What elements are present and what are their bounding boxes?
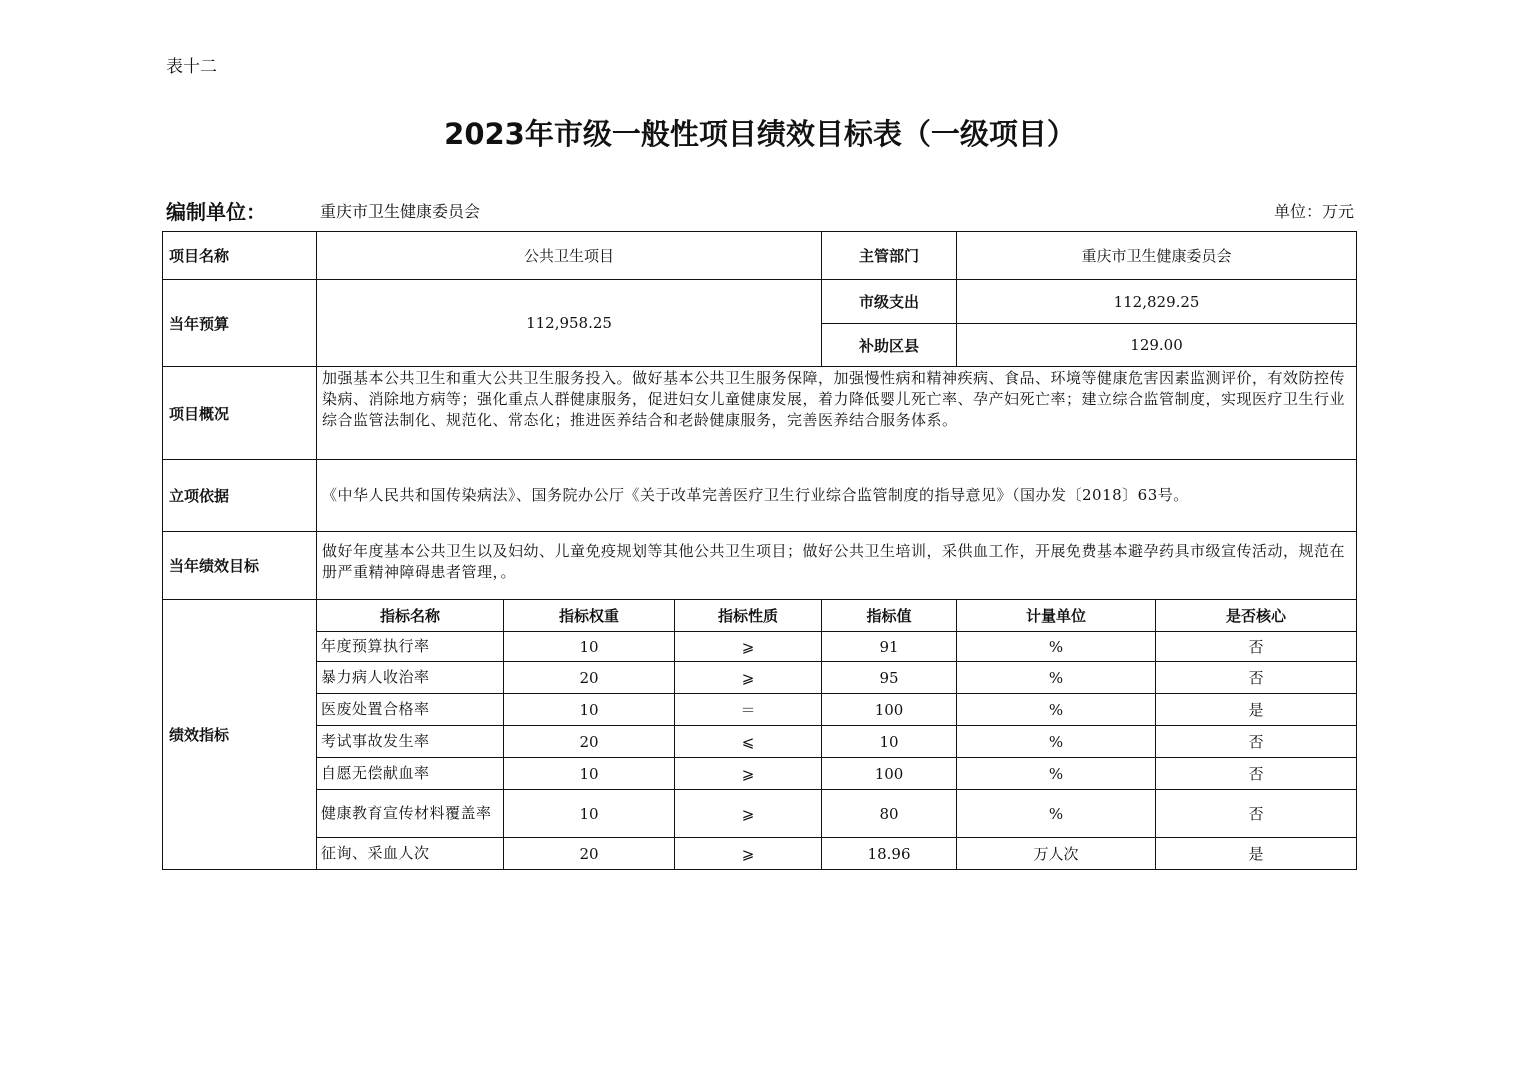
overview-label: 项目概况 [163, 367, 317, 460]
header-indicator-value: 指标值 [822, 600, 957, 632]
indicator-core: 否 [1156, 632, 1357, 662]
indicator-unit: % [957, 632, 1156, 662]
table-row [163, 758, 1357, 790]
indicator-unit: % [957, 758, 1156, 790]
indicator-core: 否 [1156, 662, 1357, 694]
indicator-nature: ⩾ [675, 662, 822, 694]
org-label: 编制单位： [166, 200, 266, 224]
indicator-unit: % [957, 790, 1156, 838]
county-subsidy-value: 129.00 [957, 324, 1357, 367]
table-row [163, 838, 1357, 870]
table-number: 表十二 [166, 57, 217, 77]
indicator-value: 100 [822, 694, 957, 726]
indicator-weight: 20 [504, 838, 675, 870]
indicator-name: 自愿无偿献血率 [317, 758, 504, 790]
budget-label: 当年预算 [163, 280, 317, 367]
city-spend-label: 市级支出 [822, 280, 957, 324]
indicator-nature: ⩾ [675, 758, 822, 790]
indicator-value: 95 [822, 662, 957, 694]
header-indicator-nature: 指标性质 [675, 600, 822, 632]
indicator-weight: 20 [504, 726, 675, 758]
goal-label: 当年绩效目标 [163, 532, 317, 600]
indicator-nature: ⩾ [675, 632, 822, 662]
county-subsidy-label: 补助区县 [822, 324, 957, 367]
money-unit: 单位：万元 [1273, 202, 1354, 221]
table-row [163, 726, 1357, 758]
indicator-unit: % [957, 694, 1156, 726]
indicator-weight: 10 [504, 790, 675, 838]
header-measure-unit: 计量单位 [957, 600, 1156, 632]
org-name: 重庆市卫生健康委员会 [320, 202, 481, 221]
indicator-core: 否 [1156, 758, 1357, 790]
indicator-header-row [163, 600, 1357, 632]
indicator-name: 考试事故发生率 [317, 726, 504, 758]
document-title: 2023年市级一般性项目绩效目标表（一级项目） [444, 117, 1076, 151]
indicator-value: 100 [822, 758, 957, 790]
indicator-name: 征询、采血人次 [317, 838, 504, 870]
indicator-core: 否 [1156, 790, 1357, 838]
indicator-unit: % [957, 662, 1156, 694]
indicator-core: 否 [1156, 726, 1357, 758]
indicator-name: 年度预算执行率 [317, 632, 504, 662]
row-project-name [163, 232, 1357, 280]
dept-label: 主管部门 [822, 232, 957, 280]
indicator-name: 医废处置合格率 [317, 694, 504, 726]
indicator-name: 暴力病人收治率 [317, 662, 504, 694]
project-name-value: 公共卫生项目 [317, 232, 822, 280]
table-row [163, 790, 1357, 838]
table-row [163, 662, 1357, 694]
indicators-label: 绩效指标 [163, 600, 317, 870]
project-name-label: 项目名称 [163, 232, 317, 280]
row-budget-city [163, 280, 1357, 324]
goal-text: 做好年度基本公共卫生以及妇幼、儿童免疫规划等其他公共卫生项目；做好公共卫生培训，采供血工作，开展免费基本避孕药具市级宣传活动，规范在册严重精神障碍患者管理，。 [317, 532, 1357, 600]
indicator-value: 10 [822, 726, 957, 758]
city-spend-value: 112,829.25 [957, 280, 1357, 324]
performance-table [162, 231, 1357, 870]
indicator-weight: 10 [504, 694, 675, 726]
header-indicator-name: 指标名称 [317, 600, 504, 632]
indicator-core: 是 [1156, 838, 1357, 870]
indicator-weight: 10 [504, 758, 675, 790]
indicator-weight: 10 [504, 632, 675, 662]
indicator-name: 健康教育宣传材料覆盖率 [317, 790, 504, 838]
dept-value: 重庆市卫生健康委员会 [957, 232, 1357, 280]
indicator-nature: ＝ [675, 694, 822, 726]
overview-text: 加强基本公共卫生和重大公共卫生服务投入。做好基本公共卫生服务保障，加强慢性病和精神疾病、食品、环境等健康危害因素监测评价，有效防控传染病、消除地方病等；强化重点人群健康服务，促进妇女儿童健康发展，着力降低婴儿死亡率、孕产妇死亡率；建立综合监管制度，实现医疗卫生行业综合监管法制化、规范化、常态化；推进医养结合和老龄健康服务，完善医养结合服务体系。 [317, 367, 1357, 460]
indicator-nature: ⩾ [675, 790, 822, 838]
indicator-unit: % [957, 726, 1156, 758]
row-goal [163, 532, 1357, 600]
table-row [163, 632, 1357, 662]
org-unit-row [166, 196, 1354, 226]
row-basis [163, 460, 1357, 532]
basis-text: 《中华人民共和国传染病法》、国务院办公厅《关于改革完善医疗卫生行业综合监管制度的指导意见》（国办发〔2018〕63号。 [317, 460, 1357, 532]
indicator-value: 91 [822, 632, 957, 662]
indicator-value: 80 [822, 790, 957, 838]
header-indicator-weight: 指标权重 [504, 600, 675, 632]
indicator-core: 是 [1156, 694, 1357, 726]
indicator-value: 18.96 [822, 838, 957, 870]
indicator-nature: ⩽ [675, 726, 822, 758]
basis-label: 立项依据 [163, 460, 317, 532]
row-overview [163, 367, 1357, 460]
budget-value: 112,958.25 [317, 280, 822, 367]
indicator-nature: ⩾ [675, 838, 822, 870]
indicator-weight: 20 [504, 662, 675, 694]
table-row [163, 694, 1357, 726]
indicator-unit: 万人次 [957, 838, 1156, 870]
header-is-core: 是否核心 [1156, 600, 1357, 632]
